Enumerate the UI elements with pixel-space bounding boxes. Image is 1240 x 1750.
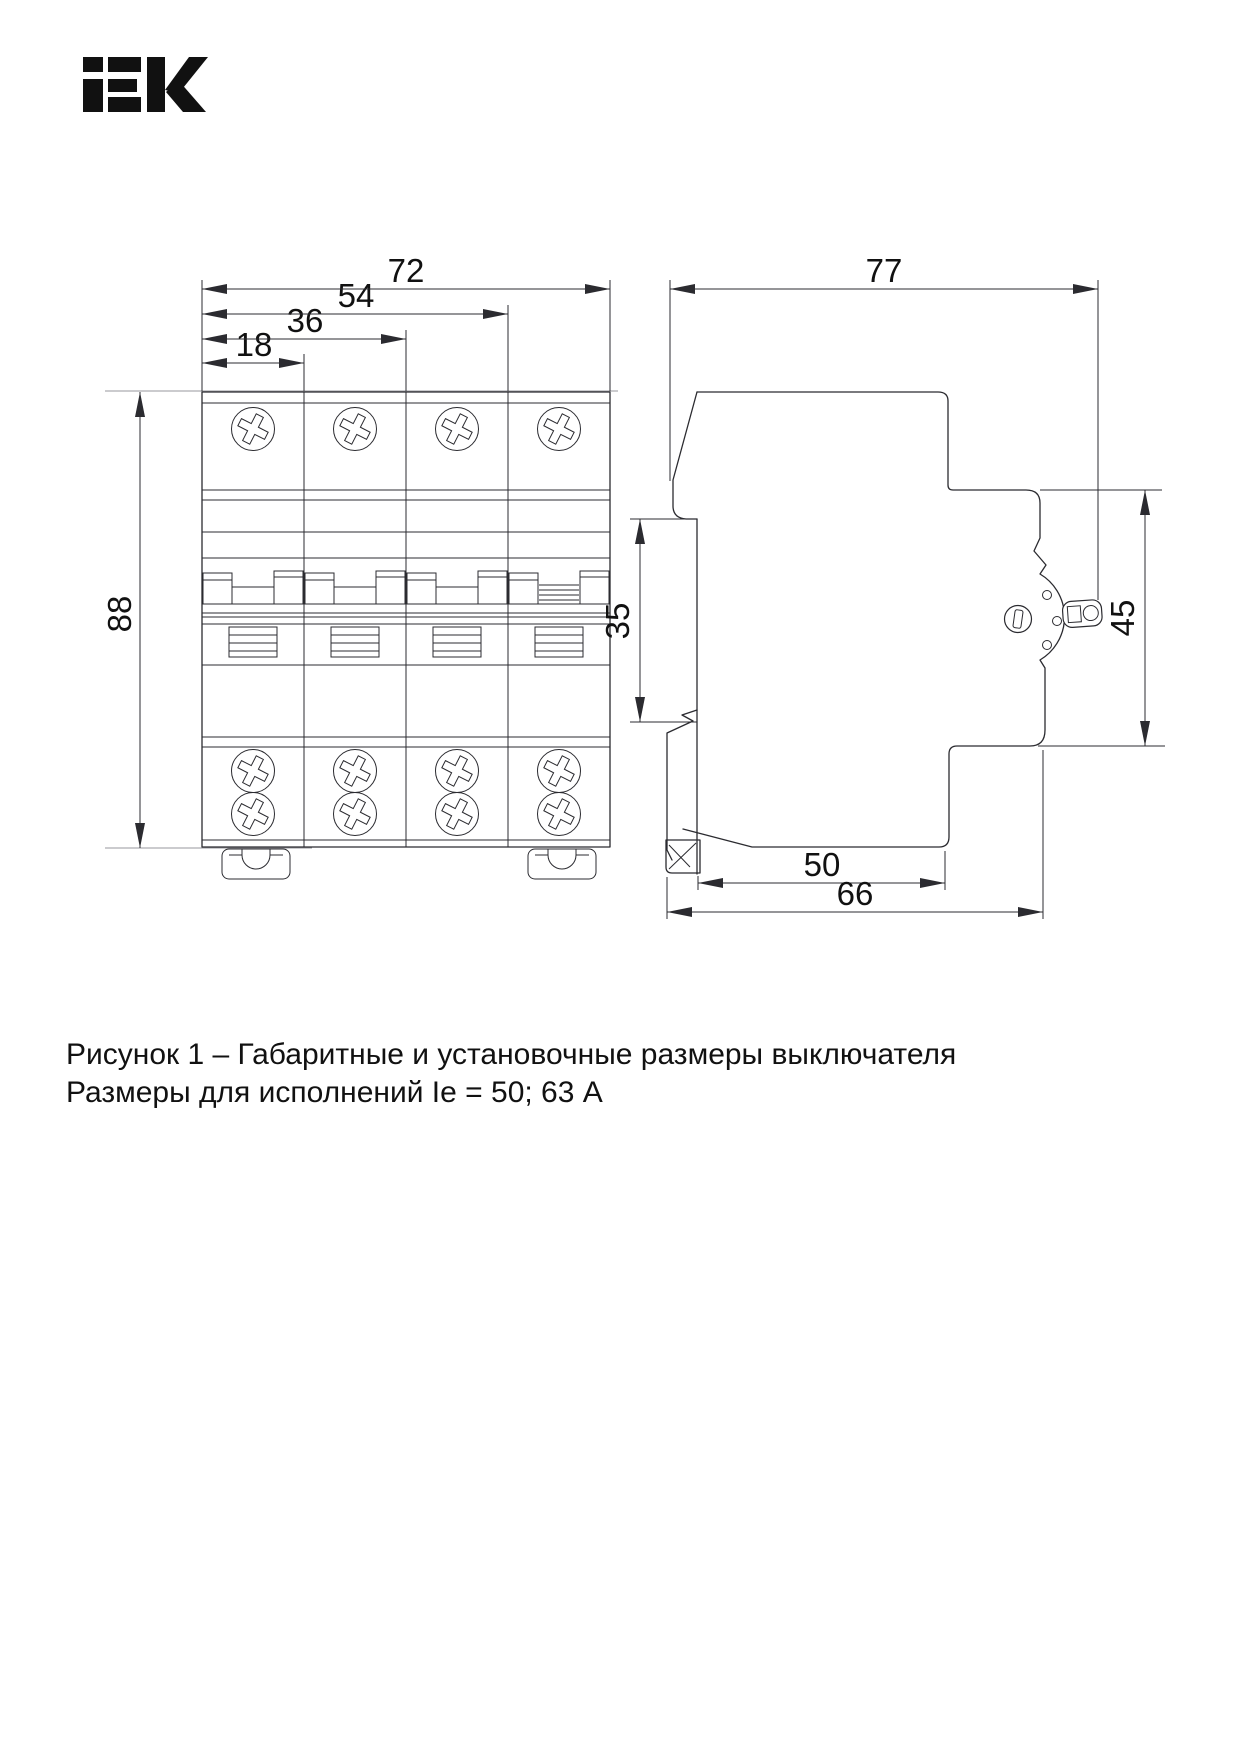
toggle-lever: [1062, 599, 1103, 628]
boss-rivet: [1043, 641, 1052, 650]
dim-height: [101, 392, 145, 848]
dim-label-36: 36: [286, 302, 324, 339]
dim-depth-body: [667, 750, 1043, 919]
dim-depth-to-step: [698, 846, 945, 890]
dim-label-88: 88: [101, 595, 138, 633]
dim-label-18: 18: [235, 326, 273, 363]
dim-label-50: 50: [803, 846, 841, 883]
front-view: [101, 252, 618, 879]
dim-din-rail-groove: [599, 519, 697, 722]
dim-label-45: 45: [1104, 599, 1141, 637]
dim-label-35: 35: [599, 602, 636, 640]
dim-label-77: 77: [865, 252, 903, 289]
dim-depth-total: [670, 252, 1098, 600]
iek-logo: [83, 57, 208, 112]
din-rail-clips: [222, 849, 596, 879]
dim-label-66: 66: [836, 875, 874, 912]
caption-line1: Рисунок 1 – Габаритные и установочные размеры выключателя: [66, 1038, 957, 1071]
side-view: [599, 252, 1165, 919]
figure-caption: [66, 1036, 1046, 1112]
dim-label-54: 54: [337, 277, 375, 314]
boss-rivet: [1043, 591, 1052, 600]
toggle-lever-assembly: [1005, 591, 1103, 650]
side-back-edge: [666, 392, 700, 874]
boss-rivet: [1053, 617, 1062, 626]
dim-label-72: 72: [387, 252, 425, 289]
caption-line2: Размеры для исполнений Ie = 50; 63 А: [66, 1076, 603, 1109]
